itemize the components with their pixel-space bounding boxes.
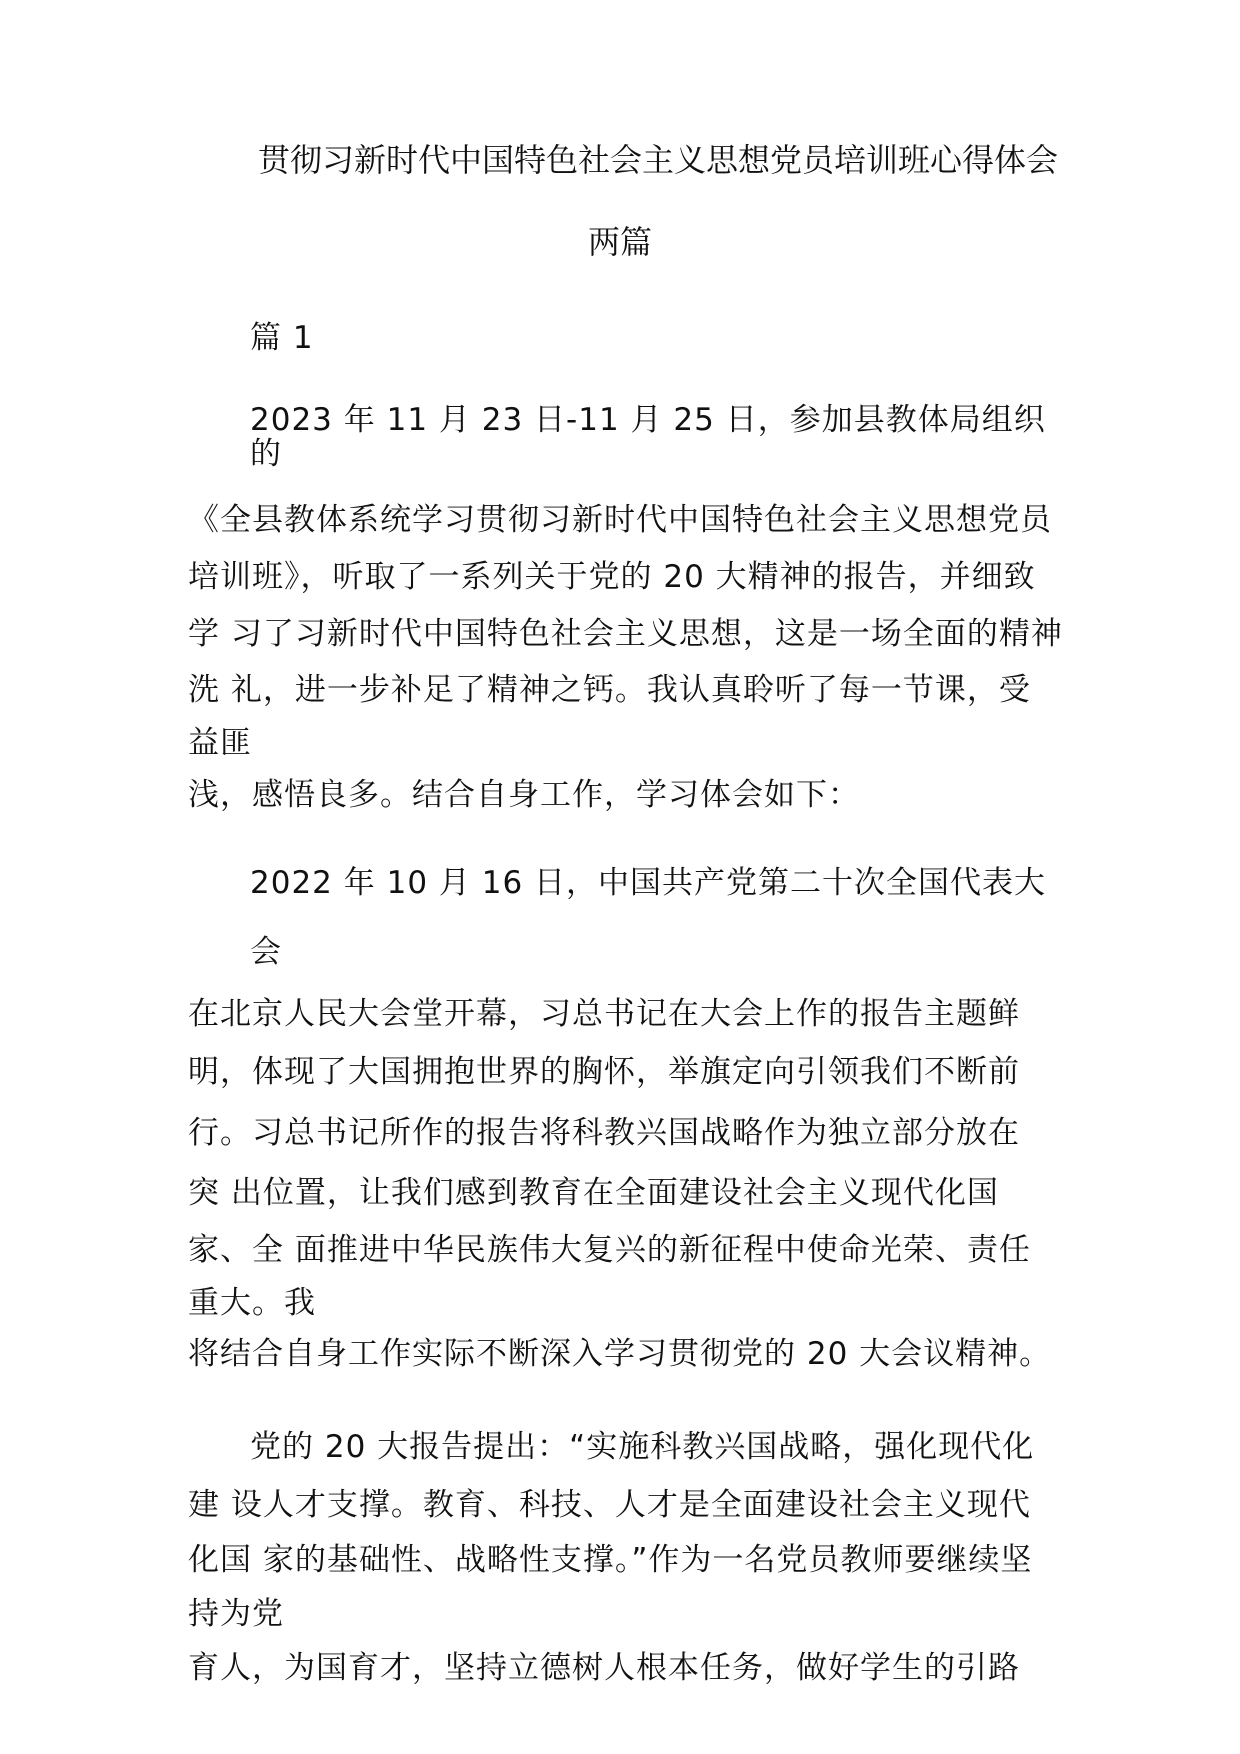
- body-line-22: 育人，为国育才，坚持立德树人根本任务，做好学生的引路: [188, 1650, 1020, 1686]
- body-line-21: 持为党: [188, 1596, 284, 1632]
- body-line-12: 明，体现了大国拥抱世界的胸怀，举旗定向引领我们不断前: [188, 1054, 1020, 1090]
- body-line-7: 益匪: [188, 725, 252, 761]
- body-line-3: 《全县教体系统学习贯彻习新时代中国特色社会主义思想党员: [188, 502, 1052, 538]
- body-line-16: 重大。我: [188, 1285, 316, 1321]
- body-line-2: 的: [250, 436, 282, 472]
- body-line-18: 党的 20 大报告提出：“实施科教兴国战略，强化现代化: [250, 1429, 1035, 1465]
- body-line-4: 培训班》，听取了一系列关于党的 20 大精神的报告，并细致: [188, 559, 1036, 595]
- section-label: 篇 1: [250, 320, 314, 356]
- body-line-14: 突 出位置，让我们感到教育在全面建设社会主义现代化国: [188, 1175, 999, 1211]
- body-line-11: 在北京人民大会堂开幕，习总书记在大会上作的报告主题鲜: [188, 996, 1020, 1032]
- body-line-5: 学 习了习新时代中国特色社会主义思想，这是一场全面的精神: [188, 616, 1063, 652]
- body-line-17: 将结合自身工作实际不断深入学习贯彻党的 20 大会议精神。: [188, 1336, 1052, 1372]
- body-line-13: 行。习总书记所作的报告将科教兴国战略作为独立部分放在: [188, 1115, 1020, 1151]
- body-line-15: 家、全 面推进中华民族伟大复兴的新征程中使命光荣、责任: [188, 1232, 1031, 1268]
- body-line-19: 建 设人才支撑。教育、科技、人才是全面建设社会主义现代: [188, 1487, 1031, 1523]
- document-title-line-2: 两篇: [588, 223, 653, 261]
- body-line-20: 化国 家的基础性、战略性支撑。”作为一名党员教师要继续坚: [188, 1542, 1033, 1578]
- document-title-line-1: 贯彻习新时代中国特色社会主义思想党员培训班心得体会: [258, 141, 1059, 179]
- body-line-6: 洗 礼，进一步补足了精神之钙。我认真聆听了每一节课，受: [188, 672, 1031, 708]
- body-line-9: 2022 年 10 月 16 日，中国共产党第二十次全国代表大: [250, 865, 1047, 901]
- body-line-8: 浅，感悟良多。结合自身工作，学习体会如下：: [188, 777, 860, 813]
- body-line-1: 2023 年 11 月 23 日-11 月 25 日，参加县教体局组织: [250, 402, 1046, 438]
- body-line-10: 会: [250, 934, 282, 970]
